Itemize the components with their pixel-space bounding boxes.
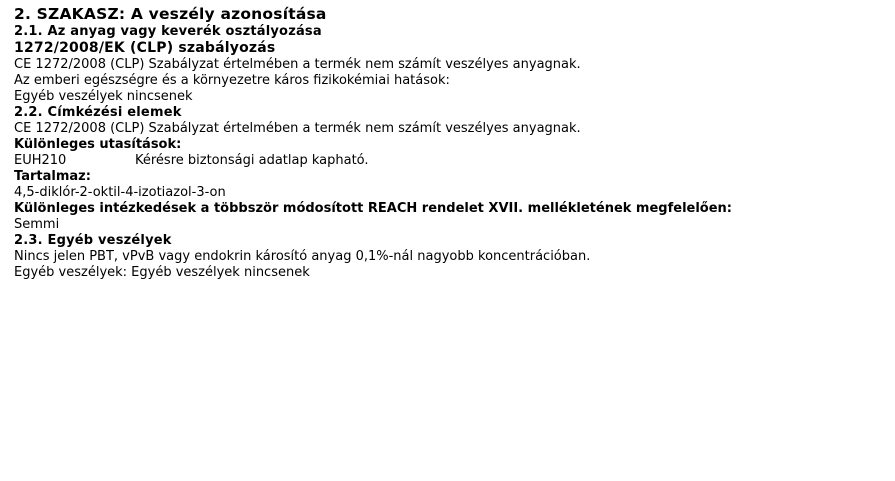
contains-label: Tartalmaz: (14, 169, 91, 184)
contains-substance: 4,5-diklór-2-oktil-4-izotiazol-3-on (14, 185, 226, 200)
section-2-1-heading: 2.1. Az anyag vagy keverék osztályozása (14, 24, 322, 39)
reach-restrictions-label: Különleges intézkedések a többször módosított REACH rendelet XVII. mellékletének megfelelően: (14, 201, 733, 216)
pbt-statement: Nincs jelen PBT, vPvB vagy endokrin károsító anyag 0,1%-nál nagyobb koncentrációban. (14, 249, 591, 264)
other-hazards-line: Egyéb veszélyek: Egyéb veszélyek nincsenek (14, 265, 310, 280)
special-instructions-label: Különleges utasítások: (14, 137, 182, 152)
section-2-3-heading: 2.3. Egyéb veszélyek (14, 233, 172, 248)
other-hazards-note: Egyéb veszélyek nincsenek (14, 89, 193, 104)
section-2-heading: 2. SZAKASZ: A veszély azonosítása (14, 5, 327, 23)
clp-statement-labelling: CE 1272/2008 (CLP) Szabályzat értelmében a termék nem számít veszélyes anyagnak. (14, 121, 581, 136)
euh-statement-text: Kérésre biztonsági adatlap kapható. (135, 153, 369, 168)
clp-statement-classification: CE 1272/2008 (CLP) Szabályzat értelmében a termék nem számít veszélyes anyagnak. (14, 57, 581, 72)
clp-regulation-heading: 1272/2008/EK (CLP) szabályozás (14, 40, 276, 56)
section-2-2-heading: 2.2. Címkézési elemek (14, 105, 182, 120)
physicochemical-effects-line: Az emberi egészségre és a környezetre káros fizikokémiai hatások: (14, 73, 450, 88)
euh-statement-row (14, 153, 881, 169)
euh-code: EUH210 (14, 153, 67, 168)
reach-restrictions-value: Semmi (14, 217, 60, 232)
